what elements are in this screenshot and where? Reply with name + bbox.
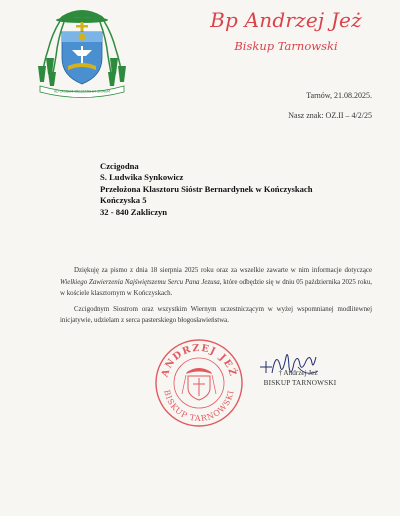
letterhead-title: Biskup Tarnowski — [234, 39, 338, 53]
letter-date: Tarnów, 21.08.2025. — [306, 91, 372, 100]
seal-bottom-text: BISKUP TARNOWSKI — [162, 388, 236, 424]
recipient-street: Kończyska 5 — [100, 195, 147, 206]
episcopal-seal-icon — [154, 338, 244, 428]
recipient-name: S. Ludwika Synkowicz — [100, 172, 184, 183]
coat-of-arms-icon — [34, 6, 130, 98]
letter-body — [60, 265, 372, 331]
coat-motto: AD LAUDEM TRINITATIS ET SIGNUM — [53, 89, 111, 94]
signature-title: BISKUP TARNOWSKI — [263, 379, 337, 387]
recipient-address — [100, 161, 313, 218]
letterhead-name: Bp Andrzej Jeż — [210, 8, 362, 32]
recipient-position: Przełożona Klasztoru Sióstr Bernardynek w Kończyskach — [100, 183, 313, 194]
signature-name: † Andrzej Jeż — [278, 369, 318, 377]
recipient-salutation: Czcigodna — [100, 161, 139, 171]
seal-top-text: ANDRZEJ JEŻ — [159, 342, 239, 379]
body-paragraph-2: Czcigodnym Siostrom oraz wszystkim Wiernym uczestniczącym w wyżej wspomnianej modlitewnej inicjatywie, udzielam z serca pasterskiego błogosławieństwa. — [60, 305, 372, 325]
svg-text:ANDRZEJ JEŻ — [159, 343, 240, 380]
recipient-city: 32 - 840 Zakliczyn — [100, 206, 168, 217]
body-p1-start: Dziękuję za pismo z dnia 18 sierpnia 2025 roku oraz za wszelkie zawarte w nim informacje dotyczące — [74, 267, 372, 274]
body-paragraph-1 — [60, 265, 372, 300]
body-p1-emphasis: Wielkiego Zawierzenia Najświętszemu Sercu Pana Jezusa — [60, 278, 220, 286]
reference-number: Nasz znak: OZ.II – 4/2/25 — [288, 111, 372, 120]
body-p1-end: , które odbędzie się w dniu 05 października 2025 roku, w kościele klasztornym w Kończyskach. — [60, 278, 373, 298]
